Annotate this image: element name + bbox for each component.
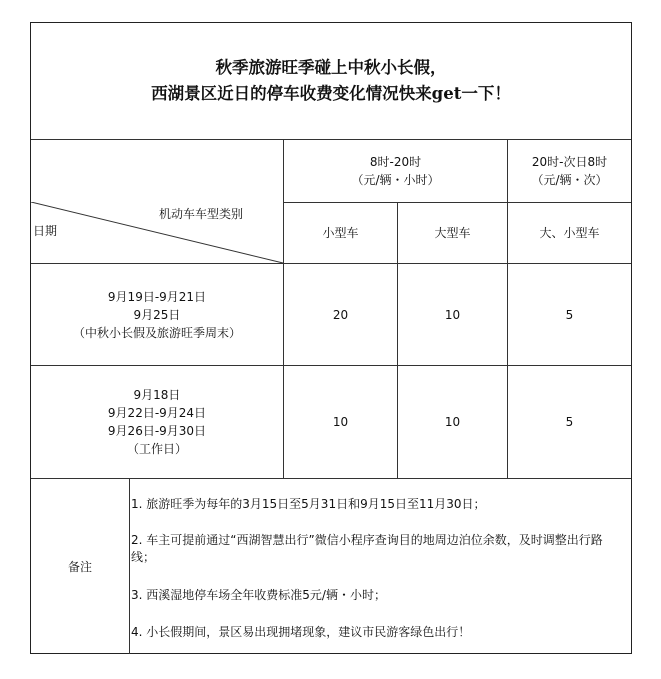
row-1-dates xyxy=(31,264,283,365)
night-period-header xyxy=(508,140,631,202)
remark-item: 1. 旅游旺季为每年的3月15日至5月31日和9月15日至11月30日； xyxy=(131,497,486,511)
day-period-label: 8时-20时 xyxy=(369,155,422,169)
remarks-label: 备注 xyxy=(67,559,92,574)
remark-item: 4. 小长假期间，景区易出现拥堵现象，建议市民游客绿色出行！ xyxy=(131,625,471,639)
small-car-header: 小型车 xyxy=(322,226,359,240)
row-2-large-fee: 10 xyxy=(444,415,461,429)
parking-fee-table xyxy=(30,22,632,654)
remark-item: 2. 车主可提前通过“西湖智慧出行”微信小程序查询目的地周边泊位余数，及时调整出行路线； xyxy=(131,533,603,564)
row-1-night-fee: 5 xyxy=(565,307,574,322)
date-line: 9月18日 xyxy=(133,388,181,402)
row-2-night-fee: 5 xyxy=(565,415,574,429)
diagonal-divider xyxy=(31,202,284,264)
date-line: （工作日） xyxy=(126,442,187,456)
date-line: 9月25日 xyxy=(133,307,181,322)
row-2-dates xyxy=(31,366,283,478)
day-period-header xyxy=(284,140,507,202)
row-1-small-fee: 20 xyxy=(332,307,349,322)
date-line: 9月19日-9月21日 xyxy=(107,289,207,304)
day-period-unit: （元/辆・小时） xyxy=(351,173,440,187)
row-2-small-fee: 10 xyxy=(332,415,349,429)
remark-item: 3. 西溪湿地停车场全年收费标准5元/辆・小时； xyxy=(131,588,386,602)
date-line: 9月22日-9月24日 xyxy=(107,406,207,420)
divider xyxy=(129,478,130,654)
large-car-header: 大型车 xyxy=(434,226,471,240)
date-line: （中秋小长假及旅游旺季周末） xyxy=(72,325,241,340)
date-label: 日期 xyxy=(33,224,58,238)
title-line-2: 西湖景区近日的停车收费变化情况快来get一下！ xyxy=(151,84,511,103)
night-period-label: 20时-次日8时 xyxy=(531,155,608,169)
vehicle-type-label: 机动车车型类别 xyxy=(159,207,244,221)
row-1-large-fee: 10 xyxy=(444,307,461,322)
title-line-1: 秋季旅游旺季碰上中秋小长假， xyxy=(215,58,447,77)
night-period-unit: （元/辆・次） xyxy=(531,173,608,187)
page-title xyxy=(31,23,631,139)
all-car-header: 大、小型车 xyxy=(539,226,600,240)
date-line: 9月26日-9月30日 xyxy=(107,424,207,438)
